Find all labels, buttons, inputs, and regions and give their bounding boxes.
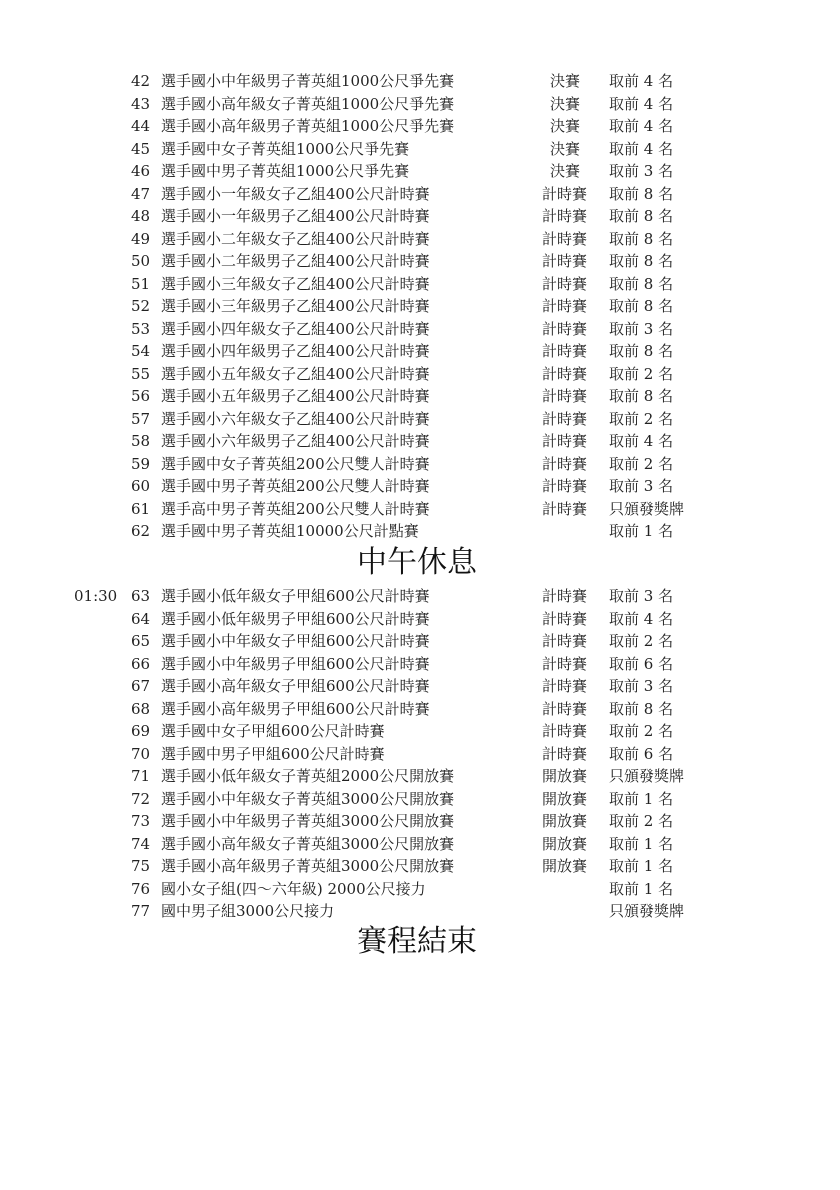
- event-type: 開放賽: [542, 834, 588, 853]
- event-number: 46: [131, 162, 151, 180]
- event-type: 開放賽: [542, 767, 588, 785]
- event-number: 65: [131, 632, 151, 650]
- event-type: 計時賽: [542, 364, 588, 383]
- event-number: 49: [131, 229, 151, 248]
- event-award: 取前 1 名: [609, 857, 674, 875]
- event-name: 選手國小中年級男子菁英組3000公尺開放賽: [161, 812, 455, 830]
- event-award: 取前 3 名: [609, 477, 674, 495]
- event-number: 55: [131, 364, 151, 383]
- event-number: 62: [131, 522, 151, 540]
- schedule-row: [0, 833, 840, 856]
- schedule-row: [0, 765, 840, 788]
- event-type: 計時賽: [542, 499, 588, 518]
- event-time: 01:30: [74, 587, 118, 605]
- event-name: 選手國中女子菁英組1000公尺爭先賽: [161, 139, 410, 158]
- schedule-row: [0, 340, 840, 363]
- event-type: 開放賽: [542, 857, 588, 875]
- schedule-row: [0, 743, 840, 766]
- event-name: 選手國中男子菁英組10000公尺計點賽: [161, 522, 419, 540]
- schedule-row: [0, 720, 840, 743]
- event-number: 71: [131, 767, 151, 785]
- event-award: 取前 2 名: [609, 722, 674, 740]
- event-number: 64: [131, 609, 151, 628]
- schedule-row: [0, 585, 840, 608]
- event-type: 計時賽: [542, 387, 588, 405]
- schedule-end-heading: 賽程結束: [357, 924, 477, 959]
- event-number: 45: [131, 139, 151, 158]
- event-number: 51: [131, 274, 151, 293]
- event-type: 計時賽: [542, 432, 588, 450]
- event-type: 計時賽: [542, 297, 588, 315]
- schedule-row: [0, 273, 840, 296]
- event-name: 選手國小低年級女子甲組600公尺計時賽: [161, 587, 430, 605]
- event-award: 取前 4 名: [609, 432, 674, 450]
- event-number: 76: [131, 879, 151, 898]
- schedule-row: [0, 160, 840, 183]
- event-type: 決賽: [550, 117, 581, 135]
- schedule-row: [0, 878, 840, 901]
- event-name: 選手國中男子菁英組200公尺雙人計時賽: [161, 477, 430, 495]
- event-type: 計時賽: [542, 454, 588, 473]
- event-number: 54: [131, 342, 151, 360]
- event-number: 56: [131, 387, 151, 405]
- event-type: 決賽: [550, 139, 581, 158]
- event-number: 42: [131, 72, 151, 90]
- schedule-row: [0, 70, 840, 93]
- event-type: 計時賽: [542, 229, 588, 248]
- event-number: 73: [131, 812, 151, 830]
- event-award: 取前 4 名: [609, 94, 674, 113]
- event-name: 選手國小高年級男子甲組600公尺計時賽: [161, 699, 430, 718]
- event-award: 取前 8 名: [609, 207, 674, 225]
- event-type: 計時賽: [542, 632, 588, 650]
- event-type: 計時賽: [542, 722, 588, 740]
- event-award: 取前 4 名: [609, 117, 674, 135]
- event-number: 57: [131, 409, 151, 428]
- event-name: 選手國小中年級女子菁英組3000公尺開放賽: [161, 789, 455, 808]
- event-name: 選手國小三年級男子乙組400公尺計時賽: [161, 297, 430, 315]
- event-name: 選手國小六年級男子乙組400公尺計時賽: [161, 432, 430, 450]
- event-type: 計時賽: [542, 744, 588, 763]
- event-type: 計時賽: [542, 319, 588, 338]
- event-award: 取前 2 名: [609, 409, 674, 428]
- event-type: 計時賽: [542, 184, 588, 203]
- event-award: 取前 3 名: [609, 319, 674, 338]
- event-name: 選手國中男子甲組600公尺計時賽: [161, 744, 385, 763]
- event-award: 取前 2 名: [609, 812, 674, 830]
- schedule-block-morning: [0, 70, 840, 543]
- event-award: 取前 8 名: [609, 699, 674, 718]
- event-name: 選手國小低年級女子菁英組2000公尺開放賽: [161, 767, 455, 785]
- event-number: 58: [131, 432, 151, 450]
- event-number: 68: [131, 699, 151, 718]
- schedule-block-afternoon: [0, 585, 840, 923]
- schedule-row: [0, 183, 840, 206]
- schedule-row: [0, 475, 840, 498]
- event-type: 計時賽: [542, 477, 588, 495]
- event-award: 取前 1 名: [609, 834, 674, 853]
- event-number: 48: [131, 207, 151, 225]
- event-number: 77: [131, 902, 151, 920]
- event-number: 53: [131, 319, 151, 338]
- event-type: 計時賽: [542, 274, 588, 293]
- lunch-break-heading: 中午休息: [357, 545, 477, 580]
- event-award: 取前 8 名: [609, 184, 674, 203]
- event-award: 取前 8 名: [609, 297, 674, 315]
- event-name: 選手國小中年級男子菁英組1000公尺爭先賽: [161, 72, 455, 90]
- event-award: 取前 1 名: [609, 789, 674, 808]
- event-award: 取前 3 名: [609, 162, 674, 180]
- schedule-row: [0, 228, 840, 251]
- schedule-row: [0, 205, 840, 228]
- event-award: 取前 3 名: [609, 677, 674, 695]
- schedule-row: [0, 430, 840, 453]
- schedule-row: [0, 363, 840, 386]
- schedule-row: [0, 93, 840, 116]
- event-name: 選手國小六年級女子乙組400公尺計時賽: [161, 409, 430, 428]
- event-number: 63: [131, 587, 151, 605]
- schedule-row: [0, 520, 840, 543]
- event-name: 選手國小二年級女子乙組400公尺計時賽: [161, 229, 430, 248]
- event-name: 國小女子組(四～六年級) 2000公尺接力: [161, 879, 426, 898]
- event-number: 61: [131, 499, 151, 518]
- event-name: 選手國小高年級女子菁英組1000公尺爭先賽: [161, 94, 455, 113]
- schedule-row: [0, 408, 840, 431]
- event-award: 取前 2 名: [609, 364, 674, 383]
- event-type: 計時賽: [542, 677, 588, 695]
- schedule-row: [0, 453, 840, 476]
- schedule-row: [0, 698, 840, 721]
- event-name: 選手國小五年級女子乙組400公尺計時賽: [161, 364, 430, 383]
- event-award: 取前 4 名: [609, 72, 674, 90]
- event-name: 選手國中女子甲組600公尺計時賽: [161, 722, 385, 740]
- schedule-row: [0, 498, 840, 521]
- event-type: 計時賽: [542, 699, 588, 718]
- event-name: 選手國小五年級男子乙組400公尺計時賽: [161, 387, 430, 405]
- event-name: 選手國小一年級男子乙組400公尺計時賽: [161, 207, 430, 225]
- event-award: 取前 8 名: [609, 229, 674, 248]
- event-award: 取前 2 名: [609, 632, 674, 650]
- schedule-row: [0, 115, 840, 138]
- event-name: 選手國小高年級女子甲組600公尺計時賽: [161, 677, 430, 695]
- event-number: 74: [131, 834, 151, 853]
- event-name: 選手國小高年級男子菁英組3000公尺開放賽: [161, 857, 455, 875]
- event-type: 決賽: [550, 72, 581, 90]
- event-award: 取前 6 名: [609, 654, 674, 673]
- event-number: 66: [131, 654, 151, 673]
- event-award: 只頒發獎牌: [609, 902, 685, 920]
- event-name: 選手國小高年級女子菁英組3000公尺開放賽: [161, 834, 455, 853]
- event-name: 國中男子組3000公尺接力: [161, 902, 335, 920]
- event-name: 選手國小三年級女子乙組400公尺計時賽: [161, 274, 430, 293]
- event-award: 取前 1 名: [609, 879, 674, 898]
- event-award: 取前 3 名: [609, 587, 674, 605]
- event-type: 計時賽: [542, 342, 588, 360]
- event-award: 取前 8 名: [609, 252, 674, 270]
- event-award: 取前 2 名: [609, 454, 674, 473]
- event-number: 43: [131, 94, 151, 113]
- event-award: 取前 1 名: [609, 522, 674, 540]
- event-award: 取前 8 名: [609, 342, 674, 360]
- event-number: 60: [131, 477, 151, 495]
- event-type: 開放賽: [542, 812, 588, 830]
- event-name: 選手國小高年級男子菁英組1000公尺爭先賽: [161, 117, 455, 135]
- event-name: 選手國小中年級女子甲組600公尺計時賽: [161, 632, 430, 650]
- event-type: 計時賽: [542, 654, 588, 673]
- schedule-row: [0, 653, 840, 676]
- event-award: 取前 6 名: [609, 744, 674, 763]
- schedule-row: [0, 900, 840, 923]
- event-name: 選手國小低年級男子甲組600公尺計時賽: [161, 609, 430, 628]
- event-number: 52: [131, 297, 151, 315]
- schedule-row: [0, 250, 840, 273]
- event-name: 選手國小四年級男子乙組400公尺計時賽: [161, 342, 430, 360]
- event-number: 50: [131, 252, 151, 270]
- event-type: 計時賽: [542, 207, 588, 225]
- event-type: 開放賽: [542, 789, 588, 808]
- schedule-row: [0, 608, 840, 631]
- schedule-row: [0, 295, 840, 318]
- schedule-row: [0, 630, 840, 653]
- schedule-row: [0, 788, 840, 811]
- event-award: 只頒發獎牌: [609, 499, 685, 518]
- schedule-row: [0, 138, 840, 161]
- event-award: 取前 4 名: [609, 609, 674, 628]
- event-name: 選手國中男子菁英組1000公尺爭先賽: [161, 162, 410, 180]
- schedule-row: [0, 318, 840, 341]
- event-type: 計時賽: [542, 609, 588, 628]
- event-number: 47: [131, 184, 151, 203]
- event-number: 59: [131, 454, 151, 473]
- event-type: 計時賽: [542, 252, 588, 270]
- schedule-row: [0, 675, 840, 698]
- event-name: 選手國中女子菁英組200公尺雙人計時賽: [161, 454, 430, 473]
- event-number: 44: [131, 117, 151, 135]
- event-name: 選手國小四年級女子乙組400公尺計時賽: [161, 319, 430, 338]
- schedule-row: [0, 385, 840, 408]
- event-type: 決賽: [550, 94, 581, 113]
- event-type: 決賽: [550, 162, 581, 180]
- event-type: 計時賽: [542, 587, 588, 605]
- event-number: 67: [131, 677, 151, 695]
- event-type: 計時賽: [542, 409, 588, 428]
- event-name: 選手高中男子菁英組200公尺雙人計時賽: [161, 499, 430, 518]
- event-number: 72: [131, 789, 151, 808]
- event-name: 選手國小中年級男子甲組600公尺計時賽: [161, 654, 430, 673]
- event-award: 只頒發獎牌: [609, 767, 685, 785]
- event-name: 選手國小二年級男子乙組400公尺計時賽: [161, 252, 430, 270]
- event-number: 75: [131, 857, 151, 875]
- event-award: 取前 8 名: [609, 274, 674, 293]
- event-name: 選手國小一年級女子乙組400公尺計時賽: [161, 184, 430, 203]
- event-number: 69: [131, 722, 151, 740]
- schedule-row: [0, 810, 840, 833]
- event-number: 70: [131, 744, 151, 763]
- schedule-row: [0, 855, 840, 878]
- event-award: 取前 8 名: [609, 387, 674, 405]
- event-award: 取前 4 名: [609, 139, 674, 158]
